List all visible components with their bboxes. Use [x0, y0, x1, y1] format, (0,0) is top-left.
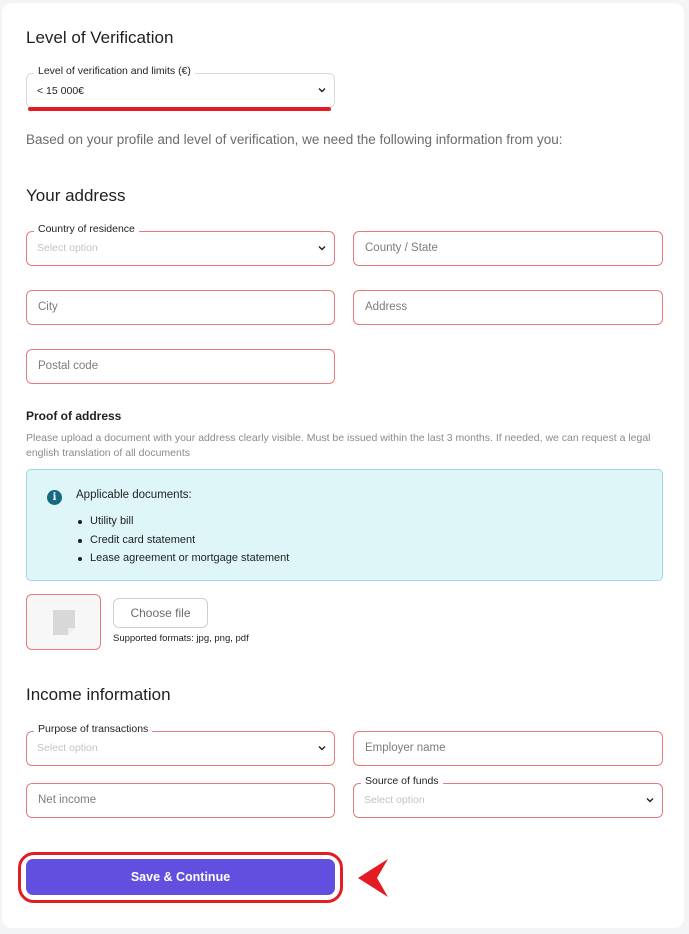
document-label: Utility bill — [90, 515, 134, 527]
source-of-funds-placeholder: Select option — [364, 794, 425, 806]
postal-code-placeholder: Postal code — [38, 360, 99, 372]
section-title-verification: Level of Verification — [26, 28, 174, 47]
section-title-income: Income information — [26, 685, 171, 704]
proof-of-address-title: Proof of address — [26, 409, 122, 423]
verification-level-select[interactable] — [26, 65, 335, 108]
purpose-of-transactions-select[interactable] — [26, 723, 335, 766]
document-label: Lease agreement or mortgage statement — [90, 552, 290, 564]
proof-of-address-helper: Please upload a document with your address clearly visible. Must be issued within the last 3 months. If needed, we can request a legal english translation of all documents — [26, 432, 651, 459]
country-placeholder: Select option — [37, 242, 98, 254]
address-placeholder: Address — [365, 301, 408, 313]
employer-name-placeholder: Employer name — [365, 742, 446, 754]
file-icon — [53, 610, 75, 635]
info-title: Applicable documents: — [76, 489, 192, 501]
postal-code-input[interactable] — [26, 349, 335, 384]
source-of-funds-label: Source of funds — [361, 775, 443, 787]
chevron-down-icon — [317, 743, 327, 753]
bullet-icon — [78, 539, 82, 543]
verification-level-value: < 15 000€ — [37, 85, 85, 97]
employer-name-input[interactable] — [353, 731, 663, 766]
supported-formats-text: Supported formats: jpg, png, pdf — [113, 633, 249, 644]
verification-level-label: Level of verification and limits (€) — [34, 65, 195, 77]
list-item — [90, 549, 289, 568]
documents-list — [90, 512, 289, 568]
bullet-icon — [78, 557, 82, 561]
highlight-underline — [28, 107, 331, 111]
list-item — [90, 512, 289, 531]
chevron-down-icon — [645, 795, 655, 805]
bullet-icon — [78, 520, 82, 524]
purpose-placeholder: Select option — [37, 742, 98, 754]
applicable-documents-info — [26, 469, 663, 581]
pointer-arrow-icon — [358, 859, 390, 897]
city-input[interactable] — [26, 290, 335, 325]
upload-preview[interactable] — [26, 594, 101, 650]
list-item — [90, 531, 289, 550]
address-input[interactable] — [353, 290, 663, 325]
chevron-down-icon — [317, 243, 327, 253]
info-icon: i — [47, 490, 62, 505]
purpose-label: Purpose of transactions — [34, 723, 152, 735]
intro-text: Based on your profile and level of verification, we need the following information from you: — [26, 132, 563, 147]
county-state-input[interactable] — [353, 231, 663, 266]
country-label: Country of residence — [34, 223, 139, 235]
save-continue-button[interactable]: Save & Continue — [26, 859, 335, 895]
document-label: Credit card statement — [90, 533, 196, 546]
net-income-input[interactable] — [26, 783, 335, 818]
choose-file-button[interactable]: Choose file — [113, 598, 208, 628]
country-select[interactable] — [26, 223, 335, 266]
county-state-placeholder: County / State — [365, 242, 438, 254]
net-income-placeholder: Net income — [38, 794, 97, 806]
city-placeholder: City — [38, 301, 58, 313]
section-title-address: Your address — [26, 186, 126, 205]
chevron-down-icon — [317, 85, 327, 95]
source-of-funds-select[interactable] — [353, 775, 663, 818]
